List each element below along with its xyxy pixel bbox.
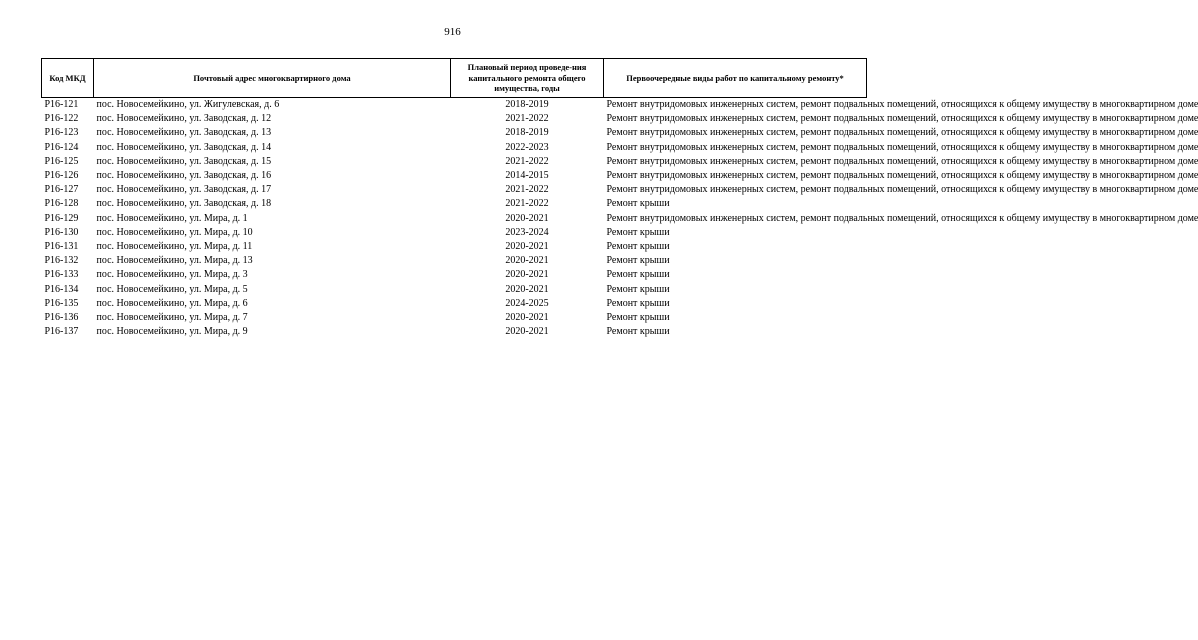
cell-period: 2018-2019 — [505, 127, 549, 139]
cell-period: 2020-2021 — [505, 312, 549, 324]
table-row — [42, 283, 867, 297]
cell-code: Р16-127 — [44, 184, 79, 196]
cell-code: Р16-121 — [44, 99, 79, 110]
cell-works: Ремонт внутридомовых инженерных систем, ремонт подвальных помещений, относящихся к общему имуществу в многоквартирном доме — [606, 184, 1198, 196]
cell-code: Р16-132 — [44, 255, 79, 267]
table-row — [42, 141, 867, 155]
table-body — [42, 98, 1198, 340]
cell-address: пос. Новосемейкино, ул. Мира, д. 1 — [96, 212, 248, 224]
cell-address: пос. Новосемейкино, ул. Заводская, д. 18 — [96, 198, 272, 210]
header-works: Первоочередные виды работ по капитальному ремонту* — [604, 59, 867, 98]
table-row — [42, 240, 867, 254]
cell-works: Ремонт крыши — [606, 283, 670, 295]
cell-address: пос. Новосемейкино, ул. Заводская, д. 14 — [96, 141, 272, 153]
cell-period: 2020-2021 — [505, 326, 549, 338]
cell-address: пос. Новосемейкино, ул. Мира, д. 5 — [96, 283, 248, 295]
cell-works: Ремонт внутридомовых инженерных систем, ремонт подвальных помещений, относящихся к общему имуществу в многоквартирном доме — [606, 113, 1198, 125]
cell-works: Ремонт крыши — [606, 241, 670, 253]
cell-address: пос. Новосемейкино, ул. Мира, д. 3 — [96, 269, 248, 281]
cell-address: пос. Новосемейкино, ул. Заводская, д. 17 — [96, 184, 272, 196]
cell-period: 2018-2019 — [505, 99, 549, 110]
cell-period: 2022-2023 — [505, 141, 549, 153]
cell-address: пос. Новосемейкино, ул. Мира, д. 10 — [96, 226, 253, 238]
cell-works: Ремонт крыши — [606, 297, 670, 309]
cell-address: пос. Новосемейкино, ул. Заводская, д. 16 — [96, 170, 272, 182]
cell-works: Ремонт внутридомовых инженерных систем, ремонт подвальных помещений, относящихся к общему имуществу в многоквартирном доме — [606, 212, 1198, 224]
cell-period: 2020-2021 — [505, 212, 549, 224]
cell-code: Р16-133 — [44, 269, 79, 281]
cell-period: 2021-2022 — [505, 184, 549, 196]
cell-works: Ремонт крыши — [606, 255, 670, 267]
cell-code: Р16-129 — [44, 212, 79, 224]
cell-works: Ремонт внутридомовых инженерных систем, ремонт подвальных помещений, относящихся к общему имуществу в многоквартирном доме — [606, 127, 1198, 139]
table-row — [42, 126, 867, 140]
cell-code: Р16-137 — [44, 326, 79, 338]
cell-period: 2020-2021 — [505, 255, 549, 267]
table-row — [42, 297, 867, 311]
cell-code: Р16-135 — [44, 297, 79, 309]
cell-code: Р16-124 — [44, 141, 79, 153]
table-row — [42, 112, 867, 126]
header-address: Почтовый адрес многоквартирного дома — [94, 59, 451, 98]
table-row — [42, 268, 867, 282]
cell-period: 2014-2015 — [505, 170, 549, 182]
cell-code: Р16-126 — [44, 170, 79, 182]
table-row — [42, 212, 867, 226]
cell-period: 2020-2021 — [505, 269, 549, 281]
cell-code: Р16-125 — [44, 155, 79, 167]
cell-period: 2024-2025 — [505, 297, 549, 309]
cell-address: пос. Новосемейкино, ул. Мира, д. 9 — [96, 326, 248, 338]
cell-period: 2020-2021 — [505, 283, 549, 295]
table-row — [42, 254, 867, 268]
cell-code: Р16-123 — [44, 127, 79, 139]
table-row — [42, 98, 867, 113]
cell-works: Ремонт крыши — [606, 326, 670, 338]
header-code: Код МКД — [42, 59, 94, 98]
table-row — [42, 226, 867, 240]
table-row — [42, 155, 867, 169]
cell-address: пос. Новосемейкино, ул. Заводская, д. 15 — [96, 155, 272, 167]
page-number: 916 — [444, 26, 461, 38]
cell-address: пос. Новосемейкино, ул. Заводская, д. 13 — [96, 127, 272, 139]
cell-address: пос. Новосемейкино, ул. Мира, д. 6 — [96, 297, 248, 309]
cell-period: 2021-2022 — [505, 113, 549, 125]
cell-code: Р16-122 — [44, 113, 79, 125]
cell-works: Ремонт крыши — [606, 312, 670, 324]
header-period: Плановый период проведе-ния капитального ремонта общего имущества, годы — [451, 59, 604, 98]
cell-address: пос. Новосемейкино, ул. Жигулевская, д. 6 — [96, 99, 280, 110]
table-row — [42, 169, 867, 183]
cell-period: 2023-2024 — [505, 226, 549, 238]
table-row — [42, 197, 867, 211]
cell-address: пос. Новосемейкино, ул. Мира, д. 11 — [96, 241, 253, 253]
cell-works: Ремонт крыши — [606, 226, 670, 238]
table-row — [42, 183, 867, 197]
cell-works: Ремонт крыши — [606, 198, 670, 210]
table-row — [42, 311, 867, 325]
table-row — [42, 325, 867, 339]
cell-period: 2021-2022 — [505, 155, 549, 167]
cell-code: Р16-128 — [44, 198, 79, 210]
cell-works: Ремонт внутридомовых инженерных систем, ремонт подвальных помещений, относящихся к общему имуществу в многоквартирном доме — [606, 141, 1198, 153]
cell-works: Ремонт внутридомовых инженерных систем, ремонт подвальных помещений, относящихся к общему имуществу в многоквартирном доме — [606, 99, 1198, 110]
capital-repair-table — [41, 58, 1198, 339]
cell-period: 2021-2022 — [505, 198, 549, 210]
cell-address: пос. Новосемейкино, ул. Заводская, д. 12 — [96, 113, 272, 125]
cell-address: пос. Новосемейкино, ул. Мира, д. 7 — [96, 312, 248, 324]
cell-code: Р16-134 — [44, 283, 79, 295]
cell-code: Р16-136 — [44, 312, 79, 324]
cell-works: Ремонт внутридомовых инженерных систем, ремонт подвальных помещений, относящихся к общему имуществу в многоквартирном доме — [606, 170, 1198, 182]
cell-code: Р16-131 — [44, 241, 79, 253]
cell-works: Ремонт внутридомовых инженерных систем, ремонт подвальных помещений, относящихся к общему имуществу в многоквартирном доме — [606, 155, 1198, 167]
table-header — [42, 59, 867, 98]
cell-period: 2020-2021 — [505, 241, 549, 253]
cell-address: пос. Новосемейкино, ул. Мира, д. 13 — [96, 255, 253, 267]
cell-works: Ремонт крыши — [606, 269, 670, 281]
cell-code: Р16-130 — [44, 226, 79, 238]
